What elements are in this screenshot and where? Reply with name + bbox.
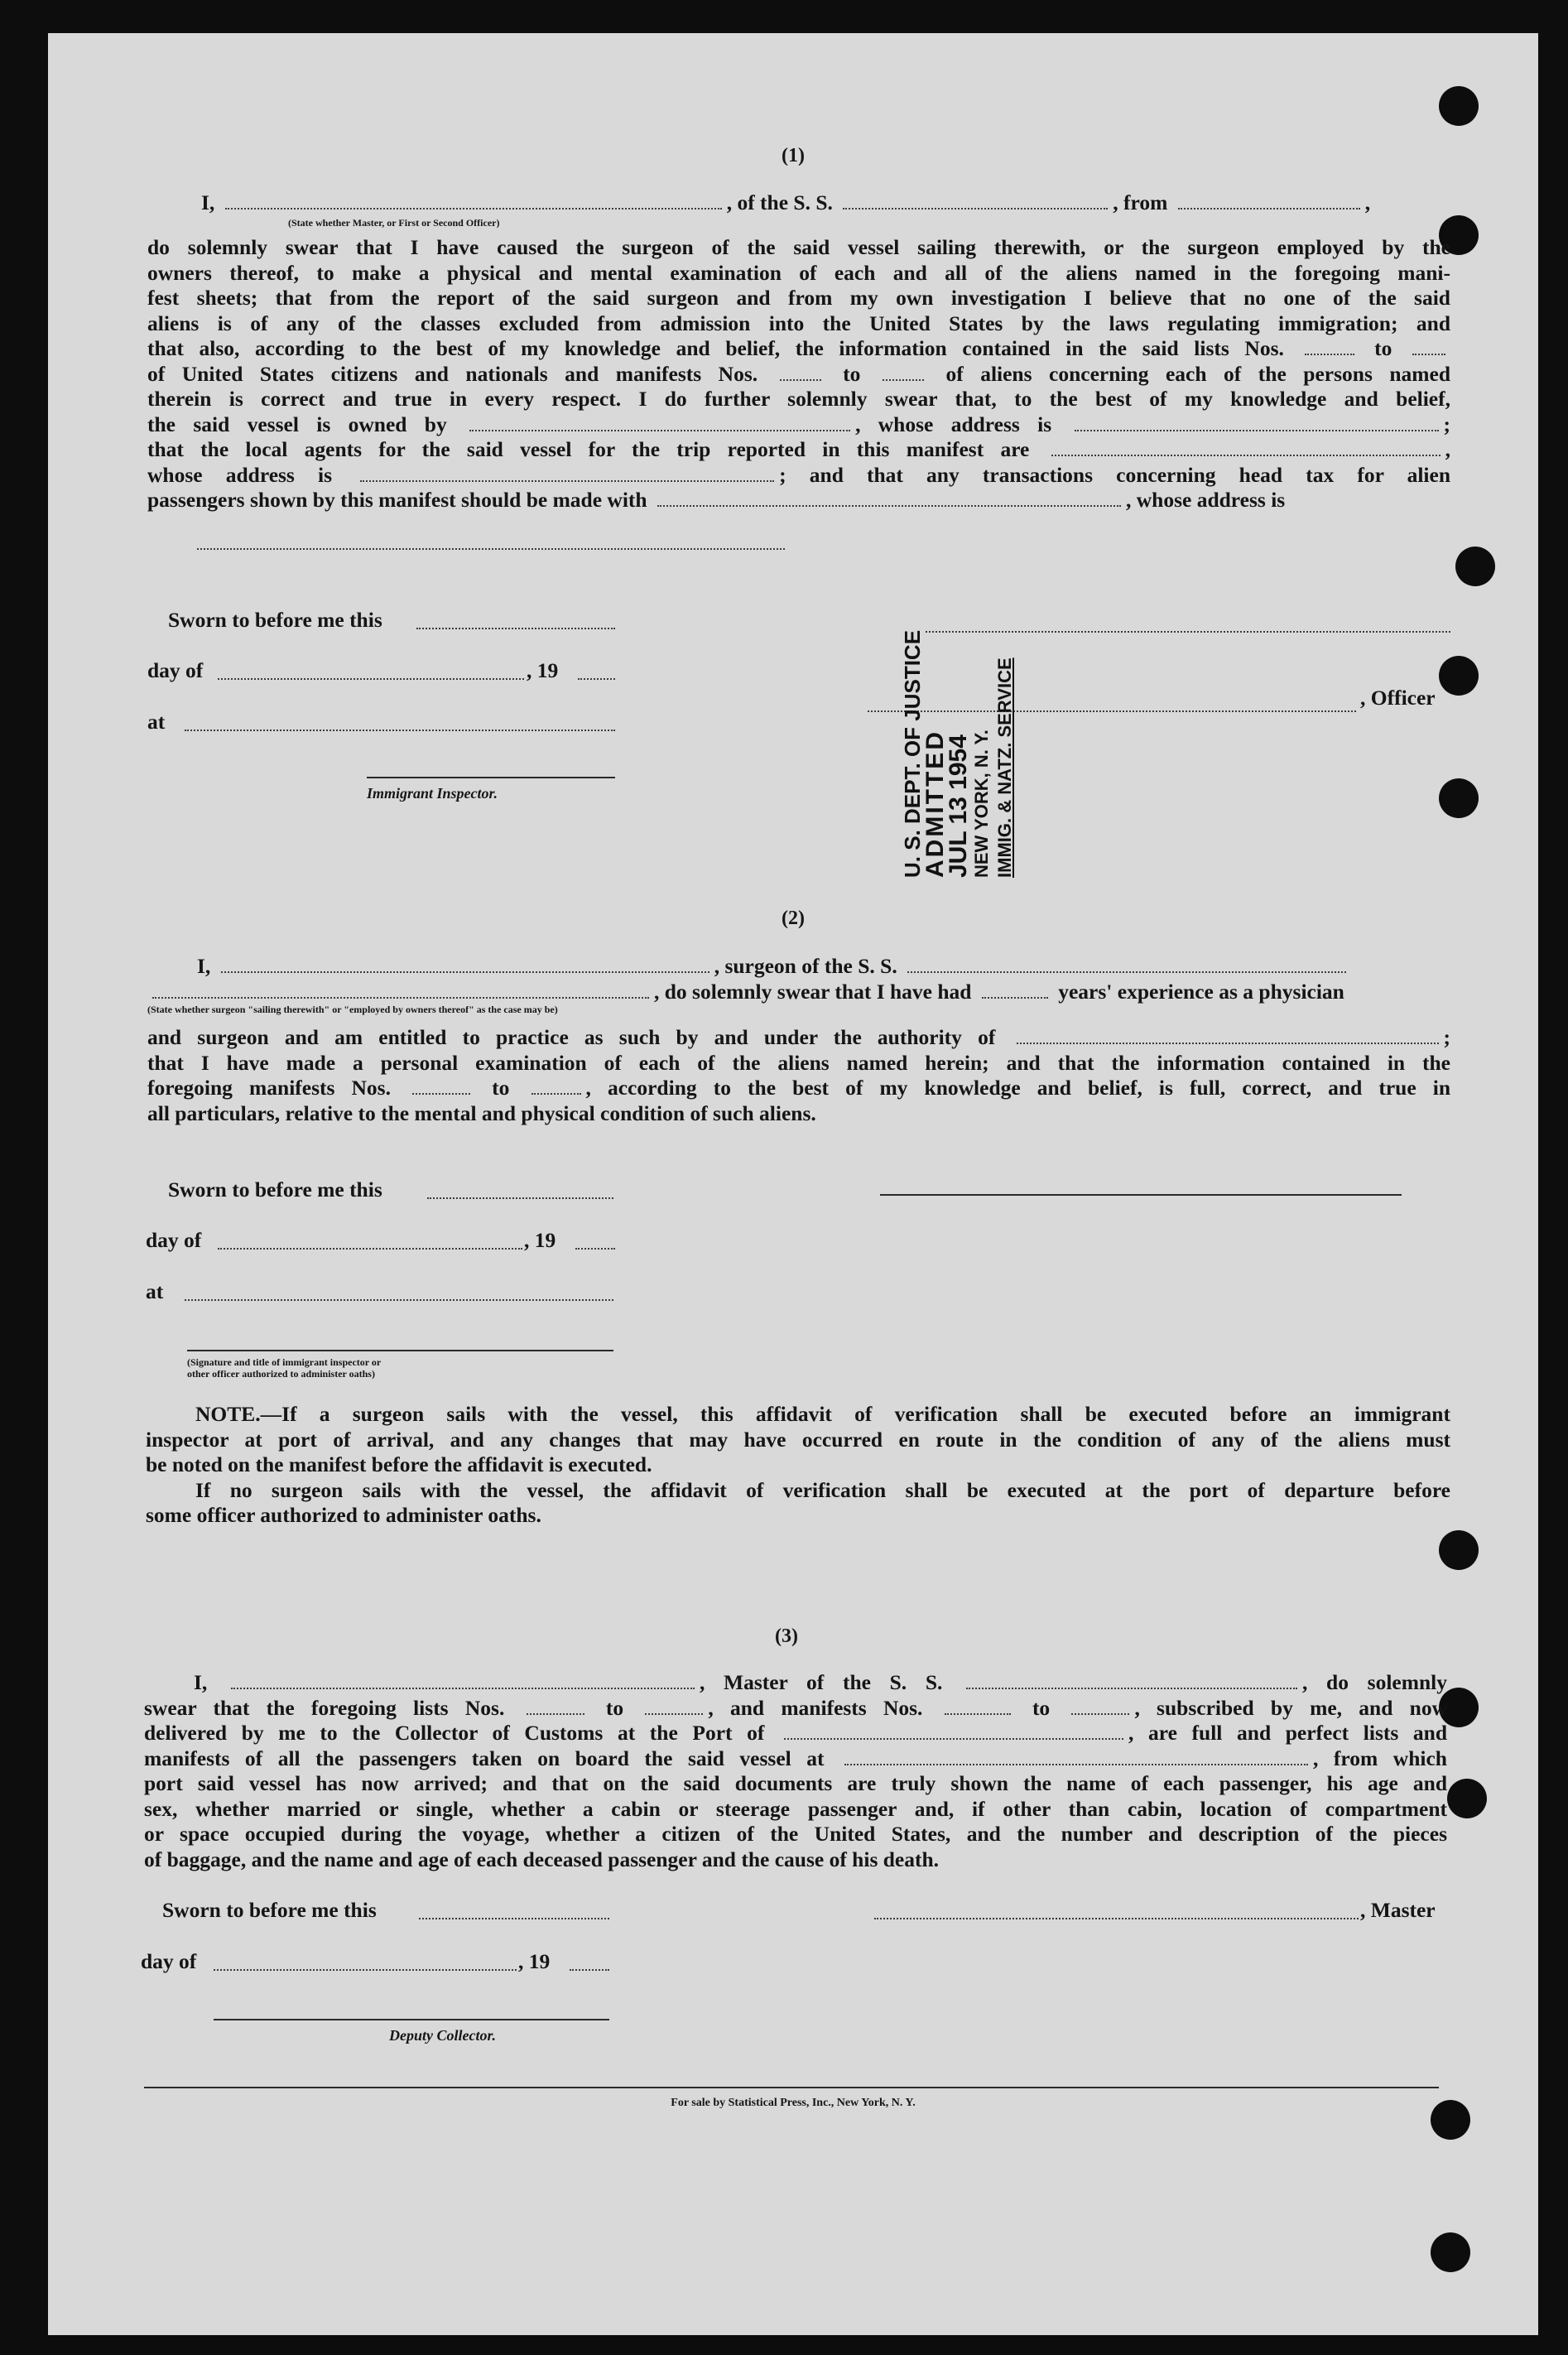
manifests-from-field[interactable]: [780, 363, 821, 381]
signature-line: [367, 777, 615, 778]
lists-from-field[interactable]: [1305, 337, 1354, 355]
master-name-field[interactable]: [231, 1671, 695, 1689]
at-label: at: [147, 710, 166, 734]
stamp-dept: U. S. DEPT. OF JUSTICE: [900, 629, 925, 878]
para-line: of United States citizens and nationals and manifests Nos. to of aliens concerning each of the persons named: [147, 361, 1451, 386]
para-line: sex, whether married or single, whether a cabin or steerage passenger and, if other than cabin, location of compartment: [144, 1796, 1447, 1821]
punch-hole: [1455, 547, 1495, 586]
from-field[interactable]: [1178, 191, 1360, 209]
footer-imprint: For sale by Statistical Press, Inc., New York, N. Y.: [671, 2097, 916, 2109]
stamp-city: NEW YORK, N. Y.: [971, 730, 992, 878]
para-line: I, , Master of the S. S. , do solemnly: [194, 1670, 1447, 1694]
year-field[interactable]: [575, 1248, 615, 1250]
sworn-label: Sworn to before me this: [168, 608, 382, 632]
year-label: , 19: [518, 1949, 551, 1973]
stamp-service: IMMIG. & NATZ. SERVICE: [994, 657, 1015, 878]
punch-hole: [1439, 86, 1479, 126]
note-line: be noted on the manifest before the affidavit is executed.: [146, 1452, 652, 1476]
day-of-label: day of: [146, 1228, 202, 1252]
vessel-field[interactable]: [843, 191, 1108, 209]
sworn-field[interactable]: [419, 1918, 609, 1919]
port-field[interactable]: [784, 1722, 1123, 1740]
form-page: [48, 33, 1538, 2335]
section3-paragraph: [144, 1670, 1447, 1872]
collector-title: Deputy Collector.: [389, 2027, 496, 2044]
s3-manifests-from-field[interactable]: [945, 1697, 1011, 1715]
para-line: the said vessel is owned by , whose address is ;: [147, 412, 1451, 436]
s3-vessel-field[interactable]: [966, 1671, 1297, 1689]
inspector-title: Immigrant Inspector.: [367, 785, 498, 802]
authority-field[interactable]: [1017, 1026, 1439, 1044]
manifests-to-field[interactable]: [883, 363, 924, 381]
admitted-stamp: [901, 630, 1017, 878]
signature-line: [187, 1350, 613, 1351]
s2-manifests-to-field[interactable]: [531, 1076, 581, 1095]
lists-to-field[interactable]: [1412, 337, 1445, 355]
footer-divider: [144, 2087, 1439, 2088]
s3-manifests-to-field[interactable]: [1071, 1697, 1129, 1715]
day-of-label: day of: [147, 658, 204, 682]
label-of-ss: , of the S. S.: [726, 190, 833, 214]
owner-address-field[interactable]: [1075, 413, 1439, 431]
para-line: that the local agents for the said vessel for the trip reported in this manifest are ,: [147, 437, 1451, 461]
signature-hint: other officer authorized to administer oaths): [187, 1368, 375, 1380]
embark-port-field[interactable]: [844, 1747, 1308, 1765]
day-of-field[interactable]: [214, 1969, 517, 1971]
para-line: that also, according to the best of my knowledge and belief, the information contained in the said lists Nos. to: [147, 336, 1450, 362]
para-line: that I have made a personal examination of each of the aliens named herein; and that the information contained in the: [147, 1050, 1450, 1075]
para-line: whose address is ; and that any transactions concerning head tax for alien: [147, 462, 1451, 487]
day-of-field[interactable]: [218, 1248, 522, 1250]
punch-hole: [1439, 1530, 1479, 1570]
para-line: therein is correct and true in every respect. I do further solemnly swear that, to the best of my knowledge and belief,: [147, 387, 1450, 411]
section2-paragraph: [147, 1025, 1450, 1126]
punch-hole: [1439, 656, 1479, 696]
address-continuation-line[interactable]: [197, 548, 785, 550]
s3-lists-from-field[interactable]: [527, 1697, 584, 1715]
s3-lists-to-field[interactable]: [645, 1697, 703, 1715]
head-tax-field[interactable]: [657, 489, 1121, 507]
para-line: aliens is of any of the classes excluded from admission into the United States by the laws regulating immigration; and: [147, 311, 1450, 335]
year-label: , 19: [524, 1228, 556, 1252]
sworn-field[interactable]: [427, 1197, 613, 1199]
punch-hole: [1439, 778, 1479, 818]
master-label: , Master: [1360, 1898, 1436, 1922]
para-line: port said vessel has now arrived; and that on the said documents are truly shown the name of each passenger, his age and: [144, 1771, 1447, 1795]
para-line: manifests of all the passengers taken on board the said vessel at , from which: [144, 1746, 1447, 1770]
stamp-admitted: ADMITTED: [921, 730, 949, 878]
section1-paragraph: [147, 235, 1450, 513]
officer-field[interactable]: [225, 191, 722, 209]
section-number: (3): [775, 1625, 798, 1647]
sworn-label: Sworn to before me this: [162, 1898, 377, 1922]
surgeon-status-field[interactable]: [152, 980, 649, 999]
section-number: (2): [782, 908, 805, 929]
para-line: passengers shown by this manifest should be made with , whose address is: [147, 488, 1286, 512]
para-line: and surgeon and am entitled to practice as such by and under the authority of ;: [147, 1025, 1451, 1049]
note-line: NOTE.—If a surgeon sails with the vessel, this affidavit of verification shall be executed before an immigrant: [195, 1402, 1450, 1426]
para-line: or space occupied during the voyage, whether a citizen of the United States, and the number and description of the pieces: [144, 1822, 1447, 1846]
s2-line-1: I, , surgeon of the S. S.: [197, 954, 1351, 979]
at-label: at: [146, 1279, 164, 1303]
note-line: inspector at port of arrival, and any changes that may have occurred en route in the condition of any of the aliens must: [146, 1427, 1450, 1452]
punch-hole: [1431, 2232, 1470, 2272]
para-line: owners thereof, to make a physical and mental examination of each and all of the aliens named in the foregoing mani-: [147, 260, 1450, 285]
year-label: , 19: [527, 658, 559, 682]
section-number: (1): [782, 145, 805, 166]
agents-address-field[interactable]: [360, 464, 774, 482]
day-of-label: day of: [141, 1949, 197, 1973]
surgeon-signature-line[interactable]: [880, 1194, 1402, 1196]
sworn-label: Sworn to before me this: [168, 1178, 382, 1202]
note-line: some officer authorized to administer oaths.: [146, 1503, 541, 1527]
s2-line-2: , do solemnly swear that I have had years' experience as a physician: [147, 980, 1344, 1004]
at-field[interactable]: [185, 1299, 613, 1301]
para-line: all particulars, relative to the mental and physical condition of such aliens.: [147, 1100, 816, 1125]
note-line: If no surgeon sails with the vessel, the affidavit of verification shall be executed at the port of departure before: [195, 1477, 1450, 1502]
label-from: , from: [1113, 190, 1168, 214]
line-1: I, , of the S. S. , from ,: [201, 190, 1371, 214]
signature-hint: (Signature and title of immigrant inspector or: [187, 1356, 382, 1368]
para-line: delivered by me to the Collector of Customs at the Port of , are full and perfect lists and: [144, 1721, 1448, 1745]
signature-line: [214, 2019, 609, 2020]
surgeon-name-field[interactable]: [221, 955, 709, 973]
master-signature-field[interactable]: [874, 1918, 1359, 1919]
years-field[interactable]: [982, 980, 1048, 999]
s2-manifests-from-field[interactable]: [412, 1076, 470, 1095]
note-paragraph: [146, 1402, 1450, 1529]
stamp-date: JUL 13 1954: [945, 734, 972, 878]
day-of-field[interactable]: [218, 678, 524, 680]
para-line: swear that the foregoing lists Nos. to , and manifests Nos. to , subscribed by me, and now: [144, 1695, 1447, 1720]
year-field[interactable]: [570, 1969, 609, 1971]
punch-hole: [1447, 1779, 1487, 1818]
agents-field[interactable]: [1051, 438, 1441, 456]
year-field[interactable]: [578, 678, 615, 680]
para-line: fest sheets; that from the report of the said surgeon and from my own investigation I believe that no one of the said: [147, 286, 1450, 310]
para-line: foregoing manifests Nos. to , according to the best of my knowledge and belief, is full, correct, and true in: [147, 1076, 1451, 1100]
at-field[interactable]: [185, 730, 615, 731]
label-i: I,: [201, 190, 215, 214]
officer-label: , Officer: [1360, 686, 1436, 710]
para-line: do solemnly swear that I have caused the surgeon of the said vessel sailing therewith, or the surgeon employed by the: [147, 235, 1450, 259]
owner-field[interactable]: [469, 413, 850, 431]
para-line: of baggage, and the name and age of each deceased passenger and the cause of his death.: [144, 1847, 940, 1871]
surgeon-status-hint: (State whether surgeon "sailing therewith" or "employed by owners thereof" as the case may be): [147, 1004, 558, 1015]
s2-vessel-field[interactable]: [907, 955, 1346, 973]
rank-hint: (State whether Master, or First or Second Officer): [288, 217, 500, 229]
sworn-field[interactable]: [416, 628, 615, 629]
